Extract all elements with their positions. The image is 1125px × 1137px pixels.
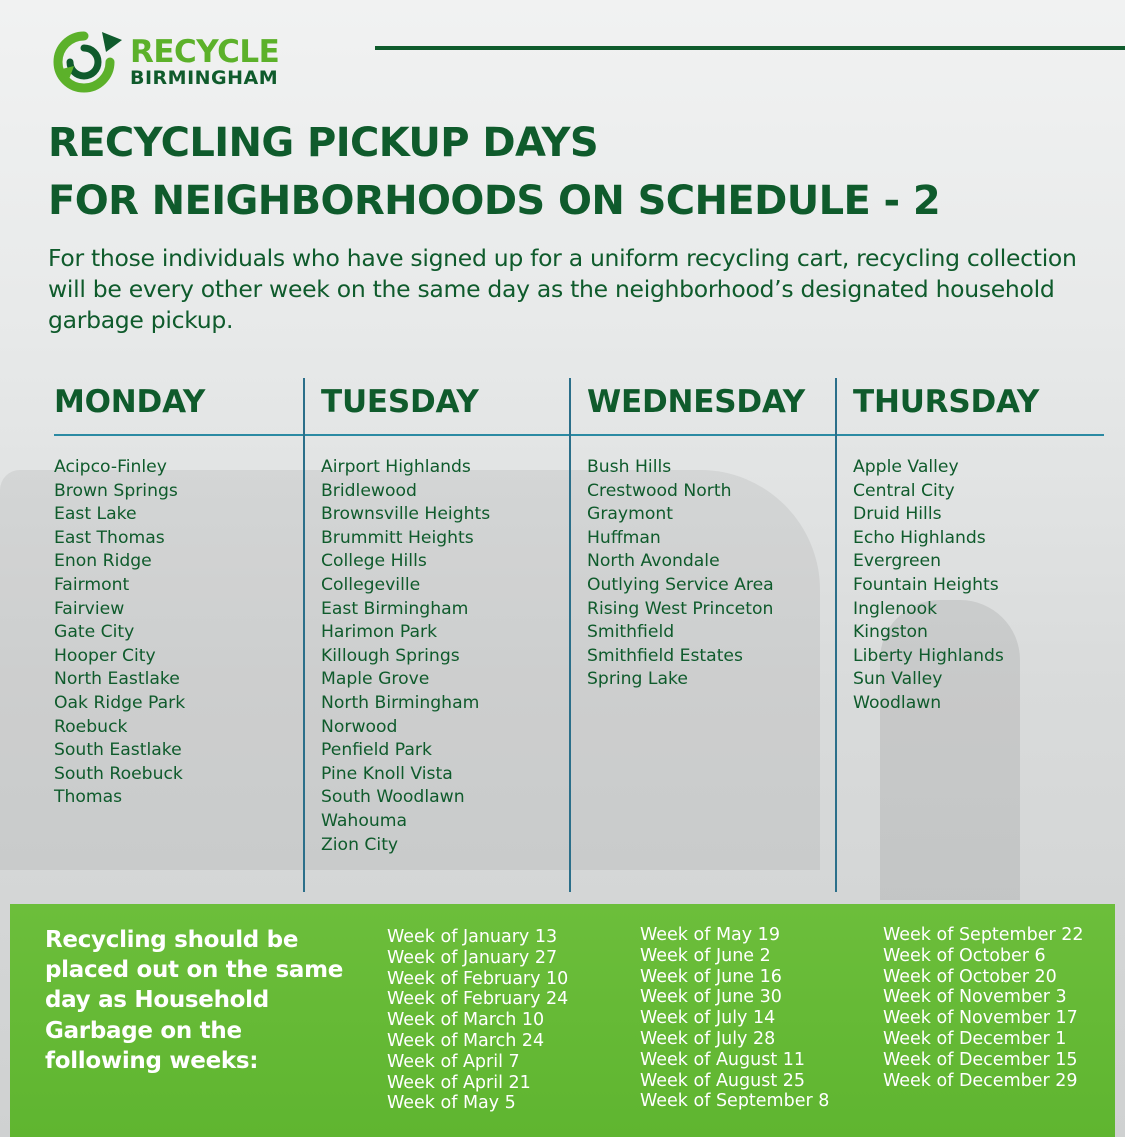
page-title [48,114,940,230]
neighborhood-item: Roebuck [54,716,128,737]
neighborhood-item: Brownsville Heights [321,504,491,525]
neighborhood-item: Fairmont [54,574,130,595]
neighborhood-list [321,456,490,857]
neighborhood-item: Smithfield Estates [587,645,743,666]
neighborhood-item: Norwood [321,716,398,737]
neighborhood-item: Huffman [587,527,661,548]
neighborhood-item: Bush Hills [587,457,672,477]
neighborhood-item: Gate City [54,622,135,643]
neighborhood-item: Kingston [853,622,928,643]
week-item: Week of December 15 [883,1049,1078,1070]
neighborhood-item: Zion City [321,834,399,855]
title-line-2: FOR NEIGHBORHOODS ON SCHEDULE - 2 [48,178,941,224]
neighborhood-item: Druid Hills [853,504,942,525]
neighborhood-item: Rising West Princeton [587,598,774,619]
day-heading-thursday: THURSDAY [853,384,1040,420]
week-item: Week of January 27 [387,947,558,968]
thursday-column [853,378,1103,892]
placement-notice: Recycling should be placed out on the same day as Household Garbage on the following weeks: [45,927,344,1074]
neighborhood-item: Wahouma [321,810,408,831]
week-item: Week of October 6 [883,945,1046,966]
neighborhood-item: Penfield Park [321,740,432,761]
neighborhood-item: East Lake [54,504,137,525]
neighborhood-item: Crestwood North [587,480,732,501]
week-item: Week of February 24 [387,989,569,1010]
week-item: Week of November 17 [883,1008,1078,1029]
neighborhood-item: Fountain Heights [853,574,999,595]
week-item: Week of July 14 [640,1008,776,1029]
neighborhood-item: Pine Knoll Vista [321,763,453,784]
neighborhood-item: Echo Highlands [853,527,986,548]
neighborhood-item: Woodlawn [853,692,942,713]
neighborhood-item: Inglenook [853,598,938,619]
column-divider [303,378,305,892]
week-item: Week of March 10 [387,1010,545,1031]
week-item: Week of October 20 [883,966,1057,987]
neighborhood-item: Oak Ridge Park [54,692,186,713]
neighborhood-item: Airport Highlands [321,457,471,477]
week-item: Week of April 7 [387,1051,520,1072]
week-list [640,925,829,1112]
neighborhood-item: Enon Ridge [54,551,152,572]
neighborhood-item: Thomas [54,787,123,808]
day-heading-monday: MONDAY [54,384,206,420]
week-item: Week of March 24 [387,1030,545,1051]
neighborhood-item: Liberty Highlands [853,645,1004,666]
neighborhood-item: Brown Springs [54,480,178,501]
neighborhood-item: North Avondale [587,551,720,572]
week-item: Week of May 5 [387,1093,516,1114]
neighborhood-item: Central City [853,480,955,501]
neighborhood-item: Apple Valley [853,457,959,477]
tuesday-column [321,378,566,892]
neighborhood-item: Maple Grove [321,669,430,690]
logo-wordmark-birmingham: BIRMINGHAM [130,66,279,89]
week-item: Week of April 21 [387,1072,531,1093]
neighborhood-item: North Eastlake [54,669,180,690]
neighborhood-item: Spring Lake [587,669,688,690]
neighborhood-item: Brummitt Heights [321,527,474,548]
week-item: Week of June 16 [640,966,782,987]
neighborhood-item: Harimon Park [321,622,438,643]
neighborhood-item: South Roebuck [54,763,183,784]
neighborhood-item: Killough Springs [321,645,460,666]
neighborhood-item: Collegeville [321,574,421,595]
neighborhood-list [587,456,774,692]
neighborhood-item: Sun Valley [853,669,943,690]
day-heading-wednesday: WEDNESDAY [587,384,805,420]
recycle-arrows-icon [44,30,124,94]
neighborhood-list [853,456,1004,716]
week-item: Week of November 3 [883,987,1067,1008]
neighborhood-item: Graymont [587,504,673,525]
neighborhood-item: Bridlewood [321,480,417,501]
week-item: Week of September 8 [640,1091,830,1112]
neighborhood-item: Acipco-Finley [54,457,167,477]
week-item: Week of December 1 [883,1028,1067,1049]
neighborhood-item: North Birmingham [321,692,480,713]
neighborhood-list [54,456,185,810]
week-item: Week of June 2 [640,945,771,966]
week-item: Week of May 19 [640,925,780,945]
week-item: Week of June 30 [640,987,782,1008]
week-item: Week of August 25 [640,1070,806,1091]
neighborhood-item: Hooper City [54,645,156,666]
week-item: Week of July 28 [640,1028,776,1049]
intro-paragraph: For those individuals who have signed up for a uniform recycling cart, recycling collection will be every other week on the same day as the neighborhood’s designated household garbage pickup. [48,244,1077,334]
week-item: Week of December 29 [883,1070,1078,1091]
recycle-birmingham-logo [44,30,279,94]
neighborhood-item: Fairview [54,598,125,619]
neighborhood-item: East Thomas [54,527,165,548]
neighborhood-item: Outlying Service Area [587,574,774,595]
neighborhood-item: East Birmingham [321,598,469,619]
week-item: Week of September 22 [883,925,1084,945]
week-list [387,927,568,1114]
neighborhood-item: College Hills [321,551,427,572]
column-divider [569,378,571,892]
monday-column [54,378,299,892]
week-item: Week of August 11 [640,1049,806,1070]
wednesday-column [587,378,832,892]
logo-wordmark-recycle: RECYCLE [130,33,280,70]
day-heading-tuesday: TUESDAY [321,384,479,420]
neighborhood-item: South Woodlawn [321,787,465,808]
column-divider [835,378,837,892]
neighborhood-item: Smithfield [587,622,675,643]
week-list [883,925,1084,1091]
title-line-1: RECYCLING PICKUP DAYS [48,120,599,166]
week-item: Week of February 10 [387,968,569,989]
neighborhood-item: Evergreen [853,551,942,572]
neighborhood-item: South Eastlake [54,740,182,761]
week-item: Week of January 13 [387,927,558,947]
header-rule [375,46,1125,50]
